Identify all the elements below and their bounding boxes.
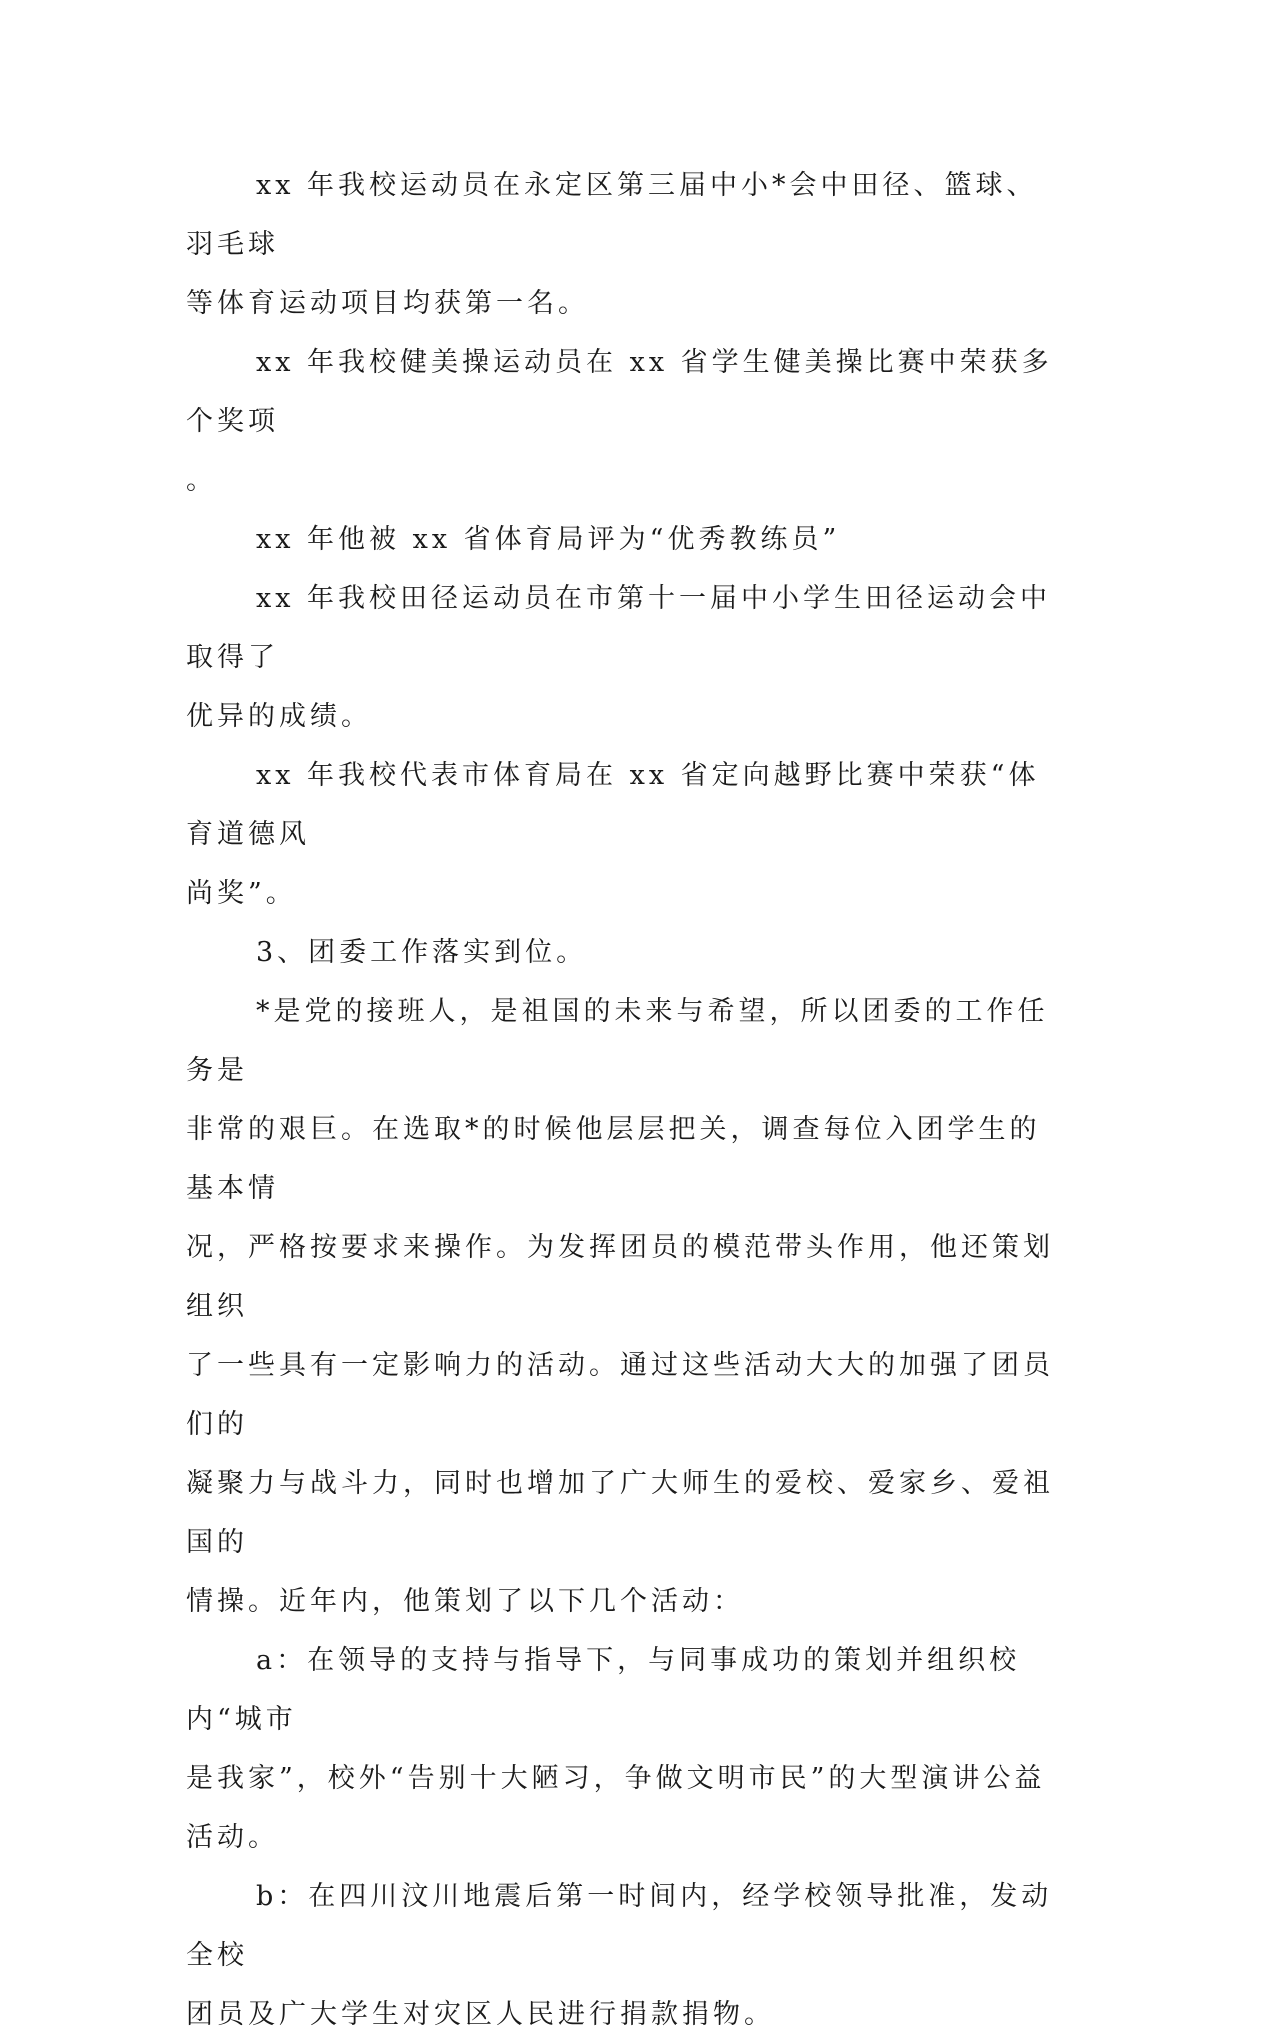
paragraph-orienteering-award: xx 年我校代表市体育局在 xx 省定向越野比赛中荣获“体育道德风 尚奖”。	[186, 760, 1040, 909]
paragraph-activity-a: a：在领导的支持与指导下，与同事成功的策划并组织校内“城市 是我家”，校外“告别十大陋习，争做文明市民”的大型演讲公益活动。	[186, 1645, 1046, 1853]
paragraph-sports-awards: xx 年我校运动员在永定区第三届中小*会中田径、篮球、羽毛球 等体育运动项目均获第一名。	[186, 170, 1038, 319]
paragraph-aerobics-awards: xx 年我校健美操运动员在 xx 省学生健美操比赛中荣获多个奖项 。	[186, 347, 1053, 496]
document-body	[186, 156, 1066, 2044]
paragraph-activity-b: b：在四川汶川地震后第一时间内，经学校领导批准，发动全校 团员及广大学生对灾区人民进行捐款捐物。	[186, 1881, 1053, 2030]
section-heading-league-work: 3、团委工作落实到位。	[256, 937, 588, 968]
paragraph-coach-award: xx 年他被 xx 省体育局评为“优秀教练员”	[256, 524, 841, 555]
paragraph-league-work: *是党的接班人，是祖国的未来与希望，所以团委的工作任务是 非常的艰巨。在选取*的时候他层层把关，调查每位入团学生的基本情 况，严格按要求来操作。为发挥团员的模范带头作用，他还策划组织 了一些具有一定影响力的活动。通过这些活动大大的加强了团员们的 凝聚力与战斗力，同时也增加了广大师生的爱校、爱家乡、爱祖国的 情操。近年内，他策划了以下几个活动：	[186, 996, 1054, 1617]
paragraph-track-results: xx 年我校田径运动员在市第十一届中小学生田径运动会中取得了 优异的成绩。	[186, 583, 1052, 732]
